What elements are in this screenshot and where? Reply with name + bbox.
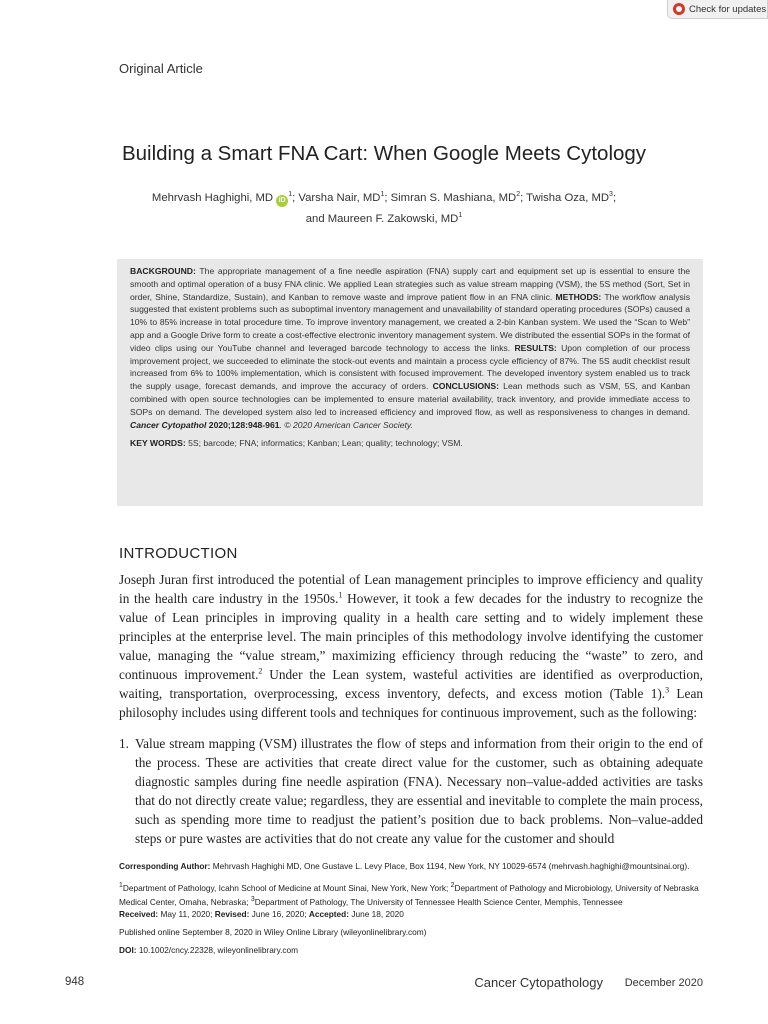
doi-link[interactable]: 10.1002/cncy.22328, wileyonlinelibrary.com: [136, 945, 299, 955]
background-text: The appropriate management of a fine needle aspiration (FNA) supply cart and equipment set up is essential to ensure the smooth and optimal operation of a busy FNA clinic. We applied Lean strategies such as value stream mapping (VSM), the 5S method (Sort, Set in order, Shine, Standardize, Sustain), and Kanban to remove waste and improve patient flow in an FNA clinic.: [130, 266, 690, 302]
conclusions-label: CONCLUSIONS:: [432, 381, 499, 392]
intro-text: Under the Lean system, wasteful activities are identified as overproduction, waiting, transportation, overprocessing, excess inventory, defects, and excess motion (Table 1).: [119, 667, 703, 701]
intro-paragraph: [119, 570, 703, 722]
section-label: Original Article: [119, 61, 203, 76]
keywords-label: KEY WORDS:: [130, 438, 186, 449]
methods-text: The workflow analysis suggested that existent problems such as suboptimal inventory management and unavailability of standard operating procedures (SOPs) caused a 10% to 85% increase in total procedure time. To improve inventory management, we created a 2-bin Kanban system. We used the “Scan to Web” app and a Google Drive form to create a cost-effective electronic inventory management system. We distributed the essential SOPs in the format of video clips using our YouTube channel and leveraged barcode technology to access the links.: [130, 291, 690, 353]
keywords: [130, 437, 690, 450]
orcid-icon[interactable]: iD: [276, 195, 288, 207]
affiliations: [119, 880, 703, 908]
accepted-label: Accepted:: [308, 909, 350, 919]
author-name: Mehrvash Haghighi, MD: [151, 191, 274, 204]
page-number: 948: [65, 976, 85, 988]
reference-sup[interactable]: 3: [665, 685, 670, 695]
keywords-text: 5S; barcode; FNA; informatics; Kanban; Lean; quality; technology; VSM.: [185, 438, 463, 449]
intro-text: Joseph Juran first introduced the potential of Lean management principles to improve efficiency and quality in the health care industry in the 1950s.: [119, 572, 703, 606]
affiliation-text: Department of Pathology, The University of Tennessee Health Science Center, Memphis, Tennessee: [254, 896, 623, 907]
list-number: 1.: [119, 736, 129, 751]
affiliation-text: Department of Pathology, Icahn School of Medicine at Mount Sinai, New York, New York;: [122, 882, 451, 893]
abstract-box: [117, 259, 703, 506]
reference-sup[interactable]: 2: [258, 666, 263, 676]
issue-date: December 2020: [624, 977, 703, 989]
citation-journal: Cancer Cytopathol: [130, 419, 207, 430]
doi-label: DOI:: [119, 945, 137, 955]
check-for-updates-label: Check for updates: [689, 3, 767, 15]
received-label: Received:: [119, 909, 159, 919]
affiliation-sup: 1: [458, 211, 463, 219]
abstract-text: [130, 265, 690, 431]
conclusions-text: Lean methods such as VSM, 5S, and Kanban combined with open source technologies can be implemented to ensure material availability, track inventory, and provide immediate access to SOPs on demand. The developed system also led to increased efficiency and improved flow, as well as responsiveness to changes in demand.: [130, 381, 690, 417]
intro-text: However, it took a few decades for the industry to recognize the value of Lean principles in improving quality in a health care setting and to widely implement these principles at the enterprise level. The main principles of this methodology involve identifying the customer value, managing the “value stream,” maximizing efficiency through reducing the “waste” to zero, and continuous improvement.: [119, 591, 703, 682]
article-title: Building a Smart FNA Cart: When Google Meets Cytology: [121, 142, 647, 165]
introduction-heading: INTRODUCTION: [119, 545, 238, 562]
published-online: Published online September 8, 2020 in Wiley Online Library (wileyonlinelibrary.com): [119, 927, 427, 937]
doi: [119, 945, 703, 956]
copyright: . © 2020 American Cancer Society.: [279, 419, 413, 430]
results-text: Upon completion of our process improvement project, we succeeded to eliminate the stock-out events and maintain a process cycle efficiency of 87%. The 5S audit checklist result increased from 6% to 100% implementation, which is consistent with focused improvement. The developed inventory system enabled us to track the supply usage, forecast demands, and improve the accuracy of orders.: [130, 342, 690, 392]
corresponding-label: Corresponding Author:: [119, 861, 211, 871]
author-name: ; Simran S. Mashiana, MD: [384, 191, 517, 204]
revised-label: Revised:: [214, 909, 250, 919]
corresponding-author: [119, 861, 703, 872]
methods-label: METHODS:: [555, 291, 602, 302]
affiliation-sup: 3: [250, 895, 255, 903]
corresponding-text: Mehrvash Haghighi MD, One Gustave L. Levy Place, Box 1194, New York, NY 10029-6574 (mehrvash.haghighi@mountsinai.org).: [210, 861, 690, 871]
history-dates: [119, 909, 703, 920]
author-name: ; Varsha Nair, MD: [292, 191, 381, 204]
list-item: [119, 734, 703, 848]
accepted-date: June 18, 2020: [349, 909, 404, 919]
author-separator: ;: [612, 191, 617, 204]
journal-name: Cancer Cytopathology: [474, 975, 603, 990]
revised-date: June 16, 2020;: [249, 909, 309, 919]
reference-sup[interactable]: 1: [338, 590, 343, 600]
author-name: and Maureen F. Zakowski, MD: [305, 212, 459, 225]
crossmark-icon: [673, 3, 685, 15]
list-text: Value stream mapping (VSM) illustrates the flow of steps and information from their origin to the end of the process. These are activities that create direct value for the customer, such as obtaining adequate diagnostic samples during fine needle aspiration (FNA). Necessary non–value-added activities are tasks that do not directly create value; regardless, they are essential and inevitable to complete the main process, such as spending more time to readjust the patient’s position due to back problems. Non–value-added steps or pure wastes are activities that do not create any value for the customer and should: [135, 736, 703, 846]
received-date: May 11, 2020;: [158, 909, 215, 919]
affiliation-sup: 1: [288, 191, 293, 198]
author-name: ; Twisha Oza, MD: [520, 191, 610, 204]
affiliation-sup: 2: [450, 882, 455, 889]
affiliation-sup: 1: [380, 191, 385, 198]
check-for-updates-button[interactable]: [667, 0, 768, 19]
results-label: RESULTS:: [514, 342, 557, 353]
intro-text: Lean philosophy includes using different tools and techniques for continuous improvement, such as the following:: [119, 686, 703, 720]
affiliation-sup: 1: [119, 882, 123, 889]
background-label: BACKGROUND:: [130, 266, 196, 276]
affiliation-sup: 2: [516, 191, 521, 198]
author-list: [0, 186, 768, 228]
affiliation-text: Department of Pathology and Microbiology, University of Nebraska Medical Center, Omaha, Nebraska;: [119, 882, 699, 907]
affiliation-sup: 3: [609, 191, 613, 198]
citation-detail: 2020;128:948-961: [206, 419, 280, 430]
